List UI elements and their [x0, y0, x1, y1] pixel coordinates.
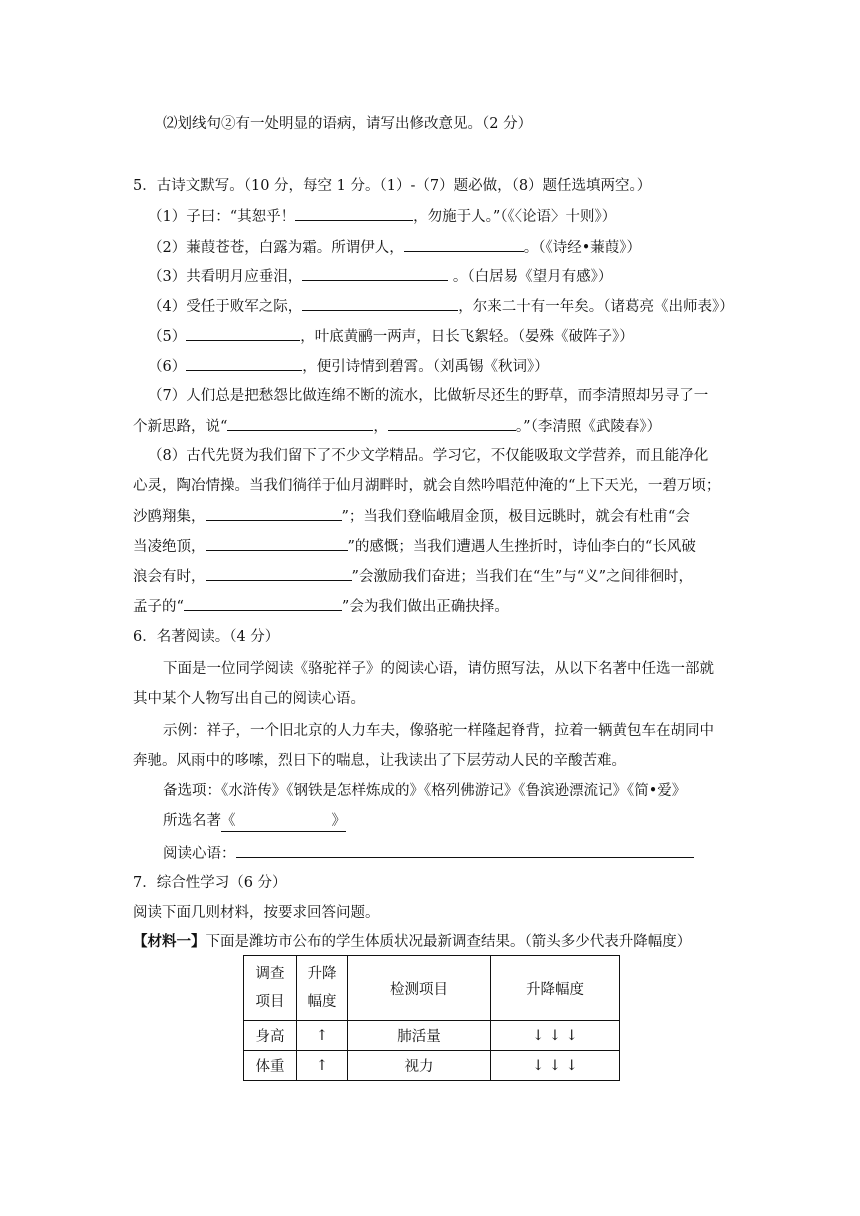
chosen-book-field[interactable] — [221, 811, 346, 832]
q7-intro: 阅读下面几则材料，按要求回答问题。 — [133, 905, 380, 921]
q5-item-8-line6 — [133, 596, 509, 617]
table-cell: ↑ — [297, 1021, 348, 1051]
q6-example-line1: 示例：祥子，一个旧北京的人力车夫，像骆驼一样隆起脊背，拉着一辆黄包车在胡同中 — [163, 723, 714, 739]
q5-item-7-line1: （7）人们总是把愁怨比做连绵不断的流水，比做斩尽还生的野草，而李清照却另寻了一 — [148, 388, 709, 404]
item-text: 当凌绝顶， — [133, 539, 206, 555]
q5-item-8-line2: 心灵，陶冶情操。当我们徜徉于仙月湖畔时，就会自然吟唱范仲淹的“上下天光，一碧万顷； — [133, 478, 721, 494]
q5-item-2 — [148, 237, 641, 258]
q5-item-8-line4 — [133, 536, 696, 557]
answer-blank[interactable] — [295, 206, 413, 221]
q5-item-8-line3 — [133, 506, 690, 527]
item-text: （5） — [148, 329, 187, 345]
q6-example-line2: 奔驰。风雨中的哆嗦，烈日下的喘息，让我读出了下层劳动人民的辛酸苦难。 — [133, 753, 626, 769]
table-cell: 身高 — [244, 1021, 297, 1051]
item-text: ，勿施于人。”（《〈论语〉十则》） — [413, 209, 617, 225]
q5-item-1 — [148, 206, 616, 227]
table-cell: 肺活量 — [348, 1021, 491, 1051]
q5-item-7-line2 — [133, 416, 661, 437]
item-text: 。”（李清照《武陵春》） — [515, 419, 662, 435]
q5-item-3 — [148, 266, 612, 287]
item-text: ，尔来二十有一年矣。（诸葛亮《出师表》） — [458, 299, 734, 315]
answer-blank[interactable] — [302, 266, 448, 281]
item-text: ”的感慨；当我们遭遇人生挫折时，诗仙李白的“长风破 — [347, 539, 696, 555]
q4-sub2: ⑵划线句②有一处明显的语病，请写出修改意见。（2 分） — [163, 116, 533, 132]
header-cell: 升降幅度 — [491, 956, 620, 1021]
item-text: （3）共看明月应垂泪， — [148, 269, 303, 285]
table-row — [244, 1051, 620, 1081]
answer-blank[interactable] — [227, 416, 373, 431]
q5-item-4 — [148, 296, 734, 317]
answer-blank[interactable] — [388, 416, 516, 431]
material1-line — [133, 932, 691, 952]
item-text: （1）子曰：“其恕乎！ — [148, 209, 296, 225]
item-text: ”；当我们登临峨眉金顶，极目远眺时，就会有杜甫“会 — [341, 509, 690, 525]
item-text: （6） — [148, 359, 187, 375]
survey-table — [243, 955, 620, 1081]
material1-label: 【材料一】 — [133, 933, 206, 950]
answer-blank[interactable] — [186, 326, 300, 341]
q5-item-5 — [148, 326, 634, 347]
q6-chosen-book — [163, 811, 346, 832]
table-cell: ↑ — [297, 1051, 348, 1081]
item-text: （4）受任于败军之际， — [148, 299, 303, 315]
item-text: 。（《诗经•蒹葭》） — [523, 240, 642, 256]
reading-label: 阅读心语： — [163, 846, 236, 862]
header-cell: 检测项目 — [348, 956, 491, 1021]
table-header-row — [244, 956, 620, 1021]
answer-blank[interactable] — [206, 566, 352, 581]
q6-intro-line1: 下面是一位同学阅读《骆驼祥子》的阅读心语，请仿照写法，从以下名著中任选一部就 — [163, 661, 714, 677]
close-bracket: 》 — [331, 813, 346, 829]
q5-item-8-line1: （8）古代先贤为我们留下了不少文学精品。学习它，不仅能吸取文学营养，而且能净化 — [148, 448, 709, 464]
item-text: 浪会有时， — [133, 569, 206, 585]
q5-heading: 5．古诗文默写。（10 分，每空 1 分。（1）-（7）题必做，（8）题任选填两空。） — [133, 178, 652, 194]
answer-blank[interactable] — [186, 356, 302, 371]
table-cell: ↓ ↓ ↓ — [491, 1021, 620, 1051]
q6-options: 备选项：《水浒传》《钢铁是怎样炼成的》《格列佛游记》《鲁滨逊漂流记》《简•爱》 — [163, 783, 687, 799]
item-text: 孟子的“ — [133, 599, 184, 615]
q7-heading: 7．综合性学习（6 分） — [133, 875, 287, 891]
item-text: ，便引诗情到碧霄。（刘禹锡《秋词》） — [302, 359, 549, 375]
item-text: ”会为我们做出正确抉择。 — [341, 599, 509, 615]
table-cell: 视力 — [348, 1051, 491, 1081]
q5-item-6 — [148, 356, 549, 377]
answer-blank[interactable] — [206, 536, 348, 551]
q6-intro-line2: 其中某个人物写出自己的阅读心语。 — [133, 691, 365, 707]
table-cell: 体重 — [244, 1051, 297, 1081]
q5-item-8-line5 — [133, 566, 693, 587]
reading-answer-blank[interactable] — [236, 843, 694, 858]
q6-heading: 6．名著阅读。（4 分） — [133, 629, 280, 645]
table-cell: ↓ ↓ ↓ — [491, 1051, 620, 1081]
q6-reading-line — [163, 843, 694, 864]
item-text: ， — [373, 419, 388, 435]
material1-text: 下面是潍坊市公布的学生体质状况最新调查结果。（箭头多少代表升降幅度） — [205, 934, 692, 950]
item-text: 个新思路，说“ — [133, 419, 228, 435]
item-text: 。（白居易《望月有感》） — [448, 269, 613, 285]
item-text: 沙鸥翔集， — [133, 509, 206, 525]
open-bracket: 《 — [221, 813, 236, 829]
table-row — [244, 1021, 620, 1051]
item-text: （2）蒹葭苍苍，白露为霜。所谓伊人， — [148, 240, 404, 256]
item-text: ，叶底黄鹂一两声，日长飞絮轻。（晏殊《破阵子》） — [300, 329, 634, 345]
answer-blank[interactable] — [206, 506, 342, 521]
answer-blank[interactable] — [404, 237, 524, 252]
header-cell: 升降 幅度 — [297, 956, 348, 1021]
item-text: ”会激励我们奋进；当我们在“生”与“义”之间徘徊时， — [351, 569, 694, 585]
answer-blank[interactable] — [184, 596, 342, 611]
answer-blank[interactable] — [302, 296, 458, 311]
chosen-label: 所选名著 — [163, 813, 221, 829]
header-cell: 调查 项目 — [244, 956, 297, 1021]
